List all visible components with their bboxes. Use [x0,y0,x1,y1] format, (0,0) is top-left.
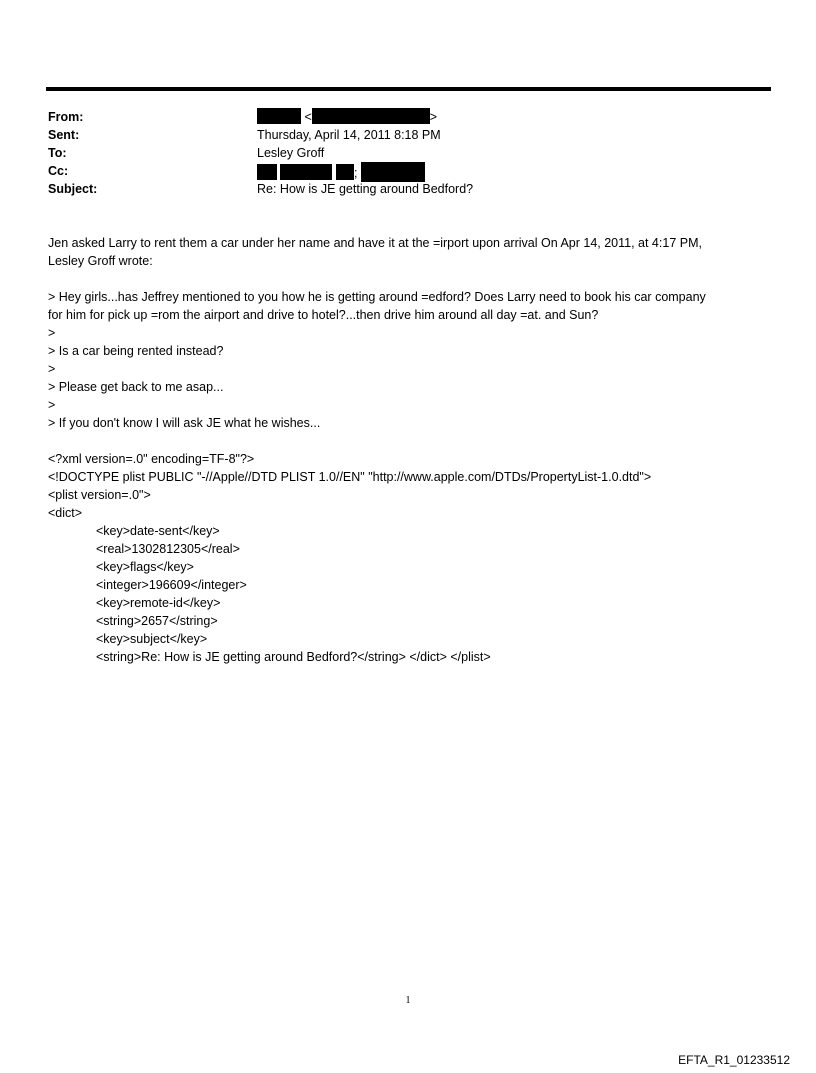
xml-line: <string>Re: How is JE getting around Bedford?</string> </dict> </plist> [96,650,491,664]
quoted-text: > [48,326,56,340]
xml-line: <key>flags</key> [96,560,194,574]
document-id: EFTA_R1_01233512 [678,1053,790,1067]
to-value: Lesley Groff [257,146,325,160]
email-header [48,108,768,198]
quoted-text: > If you don't know I will ask JE what he wishes... [48,416,321,430]
cc-label: Cc: [48,164,69,178]
redaction-box [361,162,425,182]
from-label: From: [48,110,84,124]
email-body [48,234,773,666]
page-number: 1 [405,995,411,1006]
xml-line: <dict> [48,506,83,520]
redaction-box [312,108,430,124]
from-gt: > [429,110,438,124]
quoted-text: > [48,362,56,376]
redaction-box [257,108,301,124]
xml-line: <!DOCTYPE plist PUBLIC "-//Apple//DTD PLIST 1.0//EN" "http://www.apple.com/DTDs/PropertyList-1.0.dtd"> [48,470,652,484]
header-rule [46,87,771,91]
xml-line: <integer>196609</integer> [96,578,247,592]
subject-label: Subject: [48,182,98,196]
cc-row [48,162,768,180]
from-row [48,108,768,126]
xml-line: <real>1302812305</real> [96,542,240,556]
to-label: To: [48,146,67,160]
xml-line: <?xml version=.0" encoding=TF-8"?> [48,452,255,466]
subject-value: Re: How is JE getting around Bedford? [257,182,474,196]
sent-value: Thursday, April 14, 2011 8:18 PM [257,128,441,142]
from-value [257,108,437,126]
reply-text: Lesley Groff wrote: [48,254,153,268]
quoted-text: > Hey girls...has Jeffrey mentioned to you how he is getting around =edford? Does Larry need to book his car company [48,290,706,304]
cc-value [257,162,425,182]
xml-line: <plist version=.0"> [48,488,151,502]
sent-row [48,126,768,144]
redaction-box [280,164,332,180]
from-lt: < [304,110,312,124]
redaction-box [336,164,354,180]
sent-label: Sent: [48,128,80,142]
to-row [48,144,768,162]
reply-text: Jen asked Larry to rent them a car under her name and have it at the =irport upon arrival On Apr 14, 2011, at 4:17 PM, [48,236,702,250]
quoted-text: > Please get back to me asap... [48,380,224,394]
quoted-text: > [48,398,56,412]
quoted-text: for him for pick up =rom the airport and drive to hotel?...then drive him around all day =at. and Sun? [48,308,599,322]
subject-row [48,180,768,198]
quoted-text: > Is a car being rented instead? [48,344,224,358]
xml-line: <string>2657</string> [96,614,218,628]
xml-line: <key>remote-id</key> [96,596,221,610]
redaction-box [257,164,277,180]
xml-line: <key>subject</key> [96,632,208,646]
cc-separator: ; [353,166,358,180]
xml-line: <key>date-sent</key> [96,524,220,538]
